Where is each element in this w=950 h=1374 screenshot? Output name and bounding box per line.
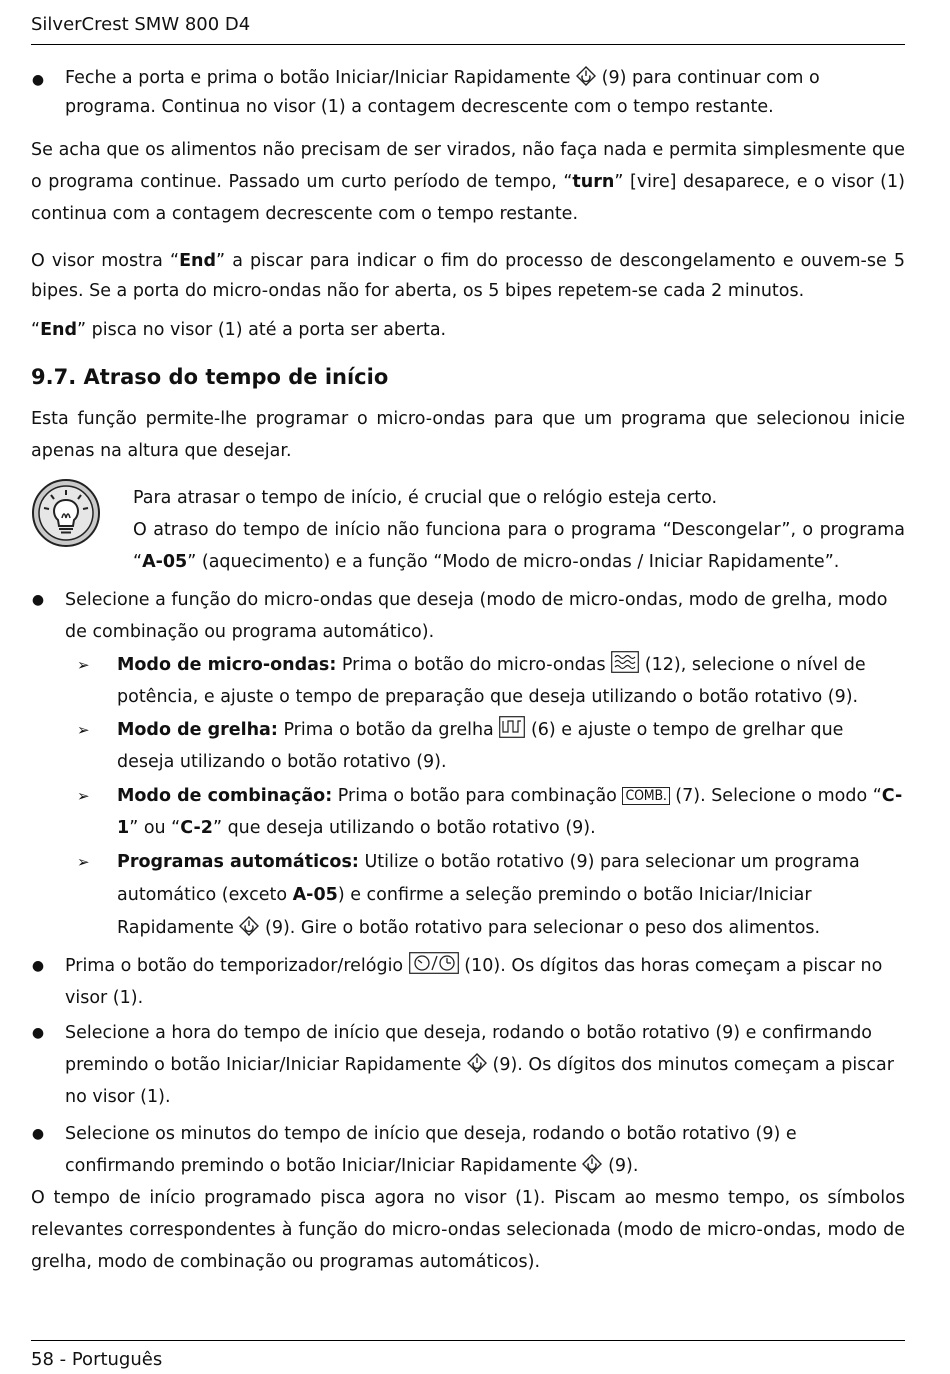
header-title: SilverCrest SMW 800 D4 [31, 14, 251, 35]
bullet-dot: ● [31, 958, 45, 974]
tip-line: Para atrasar o tempo de início, é crucial que o relógio esteja certo. [133, 488, 718, 508]
bullet-text: Selecione a função do micro-ondas que deseja (modo de micro-ondas, modo de grelha, modo de combinação ou programa automático). [65, 590, 888, 642]
text: Prima o botão para combinação [337, 786, 617, 806]
arrow-marker: ➢ [77, 787, 90, 805]
bullet-text: Feche a porta e prima o botão Iniciar/Iniciar Rapidamente [65, 68, 571, 88]
header-divider [31, 44, 905, 45]
program-code: A-05 [292, 885, 338, 905]
text: Prima o botão do micro-ondas [341, 655, 606, 675]
bullet-select-minutes [31, 1118, 905, 1182]
program-code: A-05 [142, 552, 188, 572]
sub-microwave-mode [77, 649, 905, 713]
microwave-button-icon [611, 651, 639, 673]
text: ) e confirme a seleção premindo o botão Iniciar/Iniciar Rapidamente [117, 885, 812, 938]
bullet-dot: ● [31, 1126, 45, 1142]
text: Selecione a hora do tempo de início que deseja, rodando o botão rotativo (9) e confirmando premindo o botão Iniciar/Iniciar Rapidamente [65, 1023, 873, 1075]
text: Utilize o botão rotativo (9) para selecionar um programa automático (exceto [117, 852, 860, 905]
display-end: End [179, 251, 217, 271]
bullet-dot: ● [31, 1025, 45, 1041]
lightbulb-tip-icon [31, 478, 101, 548]
bullet-dot: ● [31, 72, 45, 88]
paragraph-start-time-blinks: O tempo de início programado pisca agora no visor (1). Piscam ao mesmo tempo, os símbolos relevantes correspondentes à função do micro-ondas selecionada (modo de micro-ondas, modo de grelha, modo de combinação ou programas automáticos). [31, 1188, 905, 1272]
text: (9). Gire o botão rotativo para selecionar o peso dos alimentos. [265, 918, 821, 938]
sub-grill-mode [77, 714, 905, 778]
bullet-select-hour [31, 1017, 905, 1113]
bullet-close-door [31, 64, 905, 122]
section-intro: Esta função permite-lhe programar o micro-ondas para que um programa que selecionou inicie apenas na altura que desejar. [31, 409, 905, 461]
mode-code: C-1 [117, 786, 903, 838]
text: O atraso do tempo de início não funciona para o programa “Descongelar”, o programa “ [133, 520, 905, 572]
text: ” (aquecimento) e a função “Modo de micro-ondas / Iniciar Rapidamente”. [187, 552, 840, 572]
paragraph-turn [31, 134, 905, 230]
start-button-icon [239, 916, 259, 936]
text: ” [vire] desaparece, e o visor (1) continua com a contagem decrescente com o tempo restante. [31, 172, 905, 224]
text: (9). Os dígitos dos minutos começam a piscar no visor (1). [65, 1055, 894, 1107]
text: Prima o botão da grelha [283, 720, 494, 740]
tip-note [133, 482, 905, 578]
paragraph-end [31, 246, 905, 306]
start-button-icon [576, 66, 596, 86]
footer-divider [31, 1340, 905, 1341]
sub-auto-programs [77, 846, 905, 945]
mode-label: Modo de grelha: [117, 720, 278, 740]
mode-label: Programas automáticos: [117, 852, 359, 872]
text: ” ou “ [129, 818, 181, 838]
text: Se acha que os alimentos não precisam de ser virados, não faça nada e permita simplesmente que o programa continue. Passado um curto período de tempo, “ [31, 140, 905, 192]
arrow-marker: ➢ [77, 656, 90, 674]
arrow-marker: ➢ [77, 721, 90, 739]
section-heading: 9.7. Atraso do tempo de início [31, 365, 389, 389]
page-footer: 58 - Português [31, 1349, 163, 1370]
bullet-timer-clock [31, 950, 905, 1014]
mode-label: Modo de micro-ondas: [117, 655, 337, 675]
text: (6) e ajuste o tempo de grelhar que deseja utilizando o botão rotativo (9). [117, 720, 844, 772]
start-button-icon [467, 1053, 487, 1073]
bullet-text-cont: (9) para continuar com o programa. Continua no visor (1) a contagem decrescente com o tempo restante. [65, 68, 820, 117]
text: Selecione os minutos do tempo de início que deseja, rodando o botão rotativo (9) e confirmando premindo o botão Iniciar/Iniciar Rapidamente [65, 1124, 797, 1176]
manual-page [31, 0, 905, 1374]
text: (10). Os dígitos das horas começam a piscar no visor (1). [65, 956, 883, 1008]
text: “ [31, 320, 41, 340]
display-turn: turn [572, 172, 615, 192]
text: (9). [608, 1156, 639, 1176]
text: Prima o botão do temporizador/relógio [65, 956, 404, 976]
start-button-icon [582, 1154, 602, 1174]
text: (12), selecione o nível de potência, e ajuste o tempo de preparação que deseja utilizando o botão rotativo (9). [117, 655, 866, 707]
text: ” que deseja utilizando o botão rotativo (9). [212, 818, 596, 838]
bullet-dot: ● [31, 592, 45, 608]
bullet-select-function [31, 584, 905, 648]
text: ” a piscar para indicar o fim do processo de descongelamento e ouvem-se 5 bipes. Se a porta do micro-ondas não for aberta, os 5 bipes repetem-se cada 2 minutos. [31, 251, 905, 301]
tip-line [133, 514, 905, 578]
timer-clock-button-icon [409, 952, 459, 974]
arrow-marker: ➢ [77, 853, 90, 871]
text: (7). Selecione o modo “ [675, 786, 882, 806]
paragraph-end-blinks [31, 314, 905, 346]
display-end: End [40, 320, 78, 340]
sub-combination-mode [77, 780, 905, 844]
text: ” pisca no visor (1) até a porta ser aberta. [77, 320, 447, 340]
mode-code: C-2 [180, 818, 213, 838]
mode-label: Modo de combinação: [117, 786, 333, 806]
grill-button-icon [499, 716, 525, 738]
text: O visor mostra “ [31, 251, 180, 271]
comb-button-label: COMB. [622, 787, 669, 805]
